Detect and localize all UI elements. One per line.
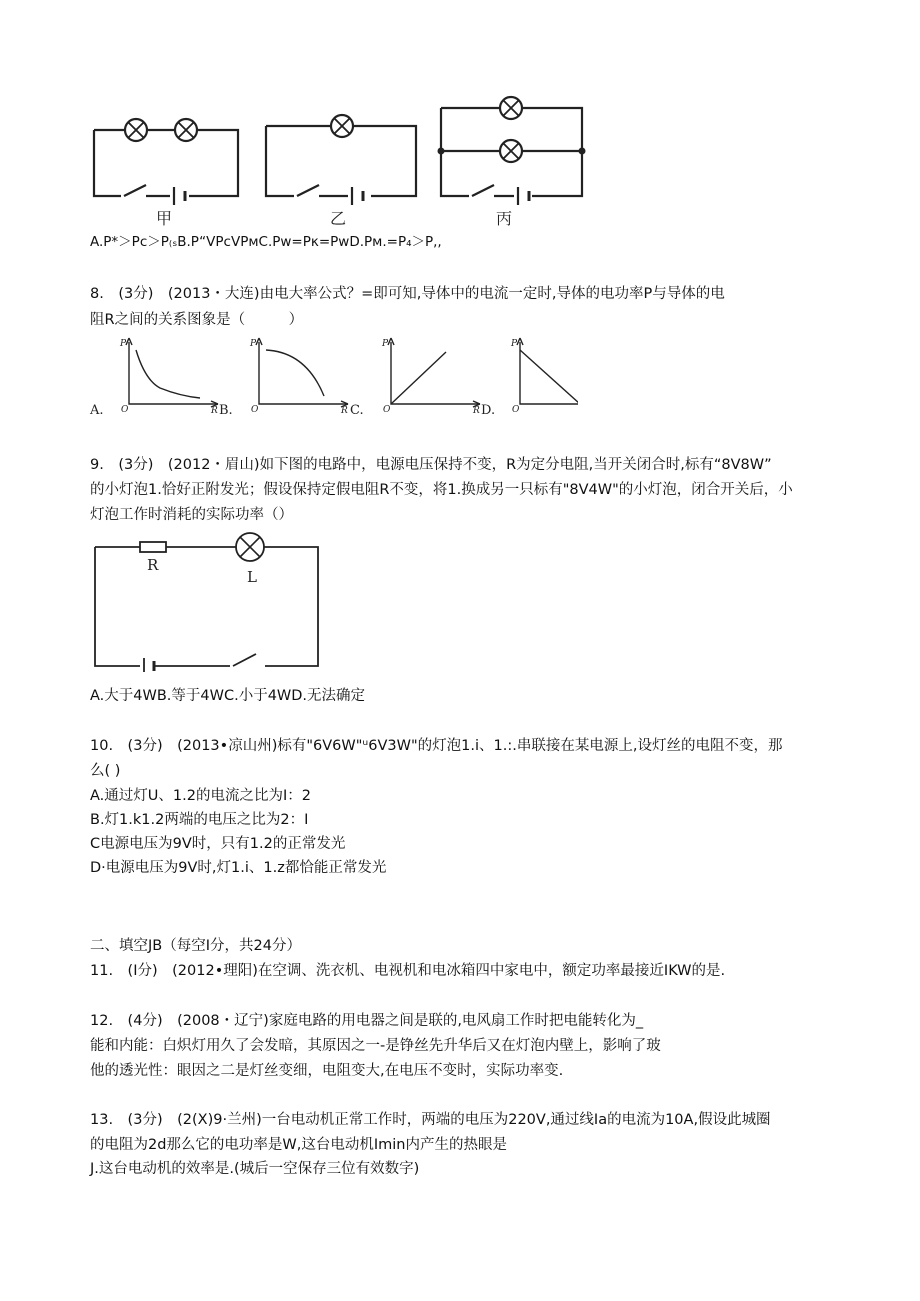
q10-option-b: B.灯1.k1.2两端的电压之比为2：I — [90, 812, 309, 828]
graph-label-d: D. — [481, 403, 496, 418]
q8-stem-line2: 阻R之间的关系图象是（ ） — [90, 312, 304, 328]
circuit-label-jia: 甲 — [156, 209, 173, 228]
q9-stem-line2: 的小灯泡1.恰好正附发光；假设保持定假电阻R不变，将1.换成另一只标有"8V4W"的小灯泡，闭合开关后，小 — [90, 482, 793, 498]
graph-label-c: C. — [350, 403, 364, 418]
graph-a-axis-p: P — [120, 339, 127, 349]
graph-b-origin: O — [251, 405, 259, 415]
graph-a-origin: O — [121, 405, 129, 415]
q9-stem-line1: 9. (3分) (2012・眉山)如下图的电路中，电源电压保持不变，R为定分电阻,当开关闭合时,标有“8V8W” — [90, 457, 772, 473]
graph-c-axis-p: P — [382, 339, 389, 349]
graph-a-axis-r: R — [211, 406, 218, 416]
q11-stem-line1: 11. (I分) (2012•理阳)在空调、洗衣机、电视机和电冰箱四中家电中，额定功率最接近IKW的是. — [90, 963, 726, 979]
graph-c-axis-r: R — [473, 406, 480, 416]
q7-circuit-diagrams — [86, 92, 596, 232]
graph-d-origin: O — [512, 405, 520, 415]
label-lamp-l: L — [247, 568, 257, 586]
q12-stem-line1: 12. (4分) (2008・辽宁)家庭电路的用电器之间是联的,电风扇工作时把电能转化为_ — [90, 1013, 644, 1029]
graph-b-axis-r: R — [341, 406, 348, 416]
circuit-label-yi: 乙 — [330, 209, 347, 228]
q13-stem-line1: 13. (3分) (2(X)9·兰州)一台电动机正常工作时，两端的电压为220V,通过线Ia的电流为10A,假设此城圈 — [90, 1112, 771, 1128]
q8-graph-options — [88, 336, 578, 422]
q10-option-d: D·电源电压为9V时,灯1.i、1.z都恰能正常发光 — [90, 860, 387, 876]
q8-stem-line1: 8. (3分) (2013・大连)由电大率公式？=即可知,导体中的电流一定时,导体的电功率P与导体的电 — [90, 286, 725, 302]
circuit-label-bing: 丙 — [496, 209, 513, 228]
q10-option-c: C电源电压为9V时，只有1.2的正常发光 — [90, 836, 346, 852]
graph-d-axis-p: P — [511, 339, 518, 349]
section-heading-fill-in: 二、填空JB（每空I分，共24分） — [90, 938, 301, 954]
q9-options: A.大于4WB.等于4WC.小于4WD.无法确定 — [90, 688, 366, 704]
graph-b-axis-p: P — [250, 339, 257, 349]
q9-stem-line3: 灯泡工作时消耗的实际功率（） — [90, 507, 293, 523]
q7-options: A.P*＞Pc＞P₍ₛB.P“VPcVPмC.Pw=Pκ=PwD.Pм.=P₄＞P,, — [90, 234, 442, 250]
q10-stem-line1: 10. (3分) (2013•凉山州)标有"6V6W"ᵘ6V3W"的灯泡1.i、1.:.串联接在某电源上,设灯丝的电阻不变，那 — [90, 738, 783, 754]
q12-stem-line2: 能和内能：白炽灯用久了会发暗，其原因之一-是铮丝先升华后又在灯泡内壁上，影响了玻 — [90, 1038, 661, 1054]
q13-stem-line2: 的电阻为2d那么它的电功率是W,这台电动机Imin内产生的热眼是 — [90, 1137, 507, 1153]
graph-label-a: A. — [90, 403, 104, 418]
q12-stem-line3: 他的透光性：眼因之二是灯丝变细，电阻变大,在电压不变时，实际功率变. — [90, 1063, 564, 1079]
graph-label-b: B. — [219, 403, 233, 418]
q10-stem-line2: 么( ) — [90, 763, 121, 779]
graph-c-origin: O — [383, 405, 391, 415]
q10-option-a: A.通过灯U、1.2的电流之比为I：2 — [90, 788, 311, 804]
label-resistor-r: R — [147, 556, 159, 574]
q13-stem-line3: J.这台电动机的效率是.(城后一空保存三位有效数字) — [90, 1161, 420, 1177]
q9-circuit-diagram — [90, 532, 326, 672]
